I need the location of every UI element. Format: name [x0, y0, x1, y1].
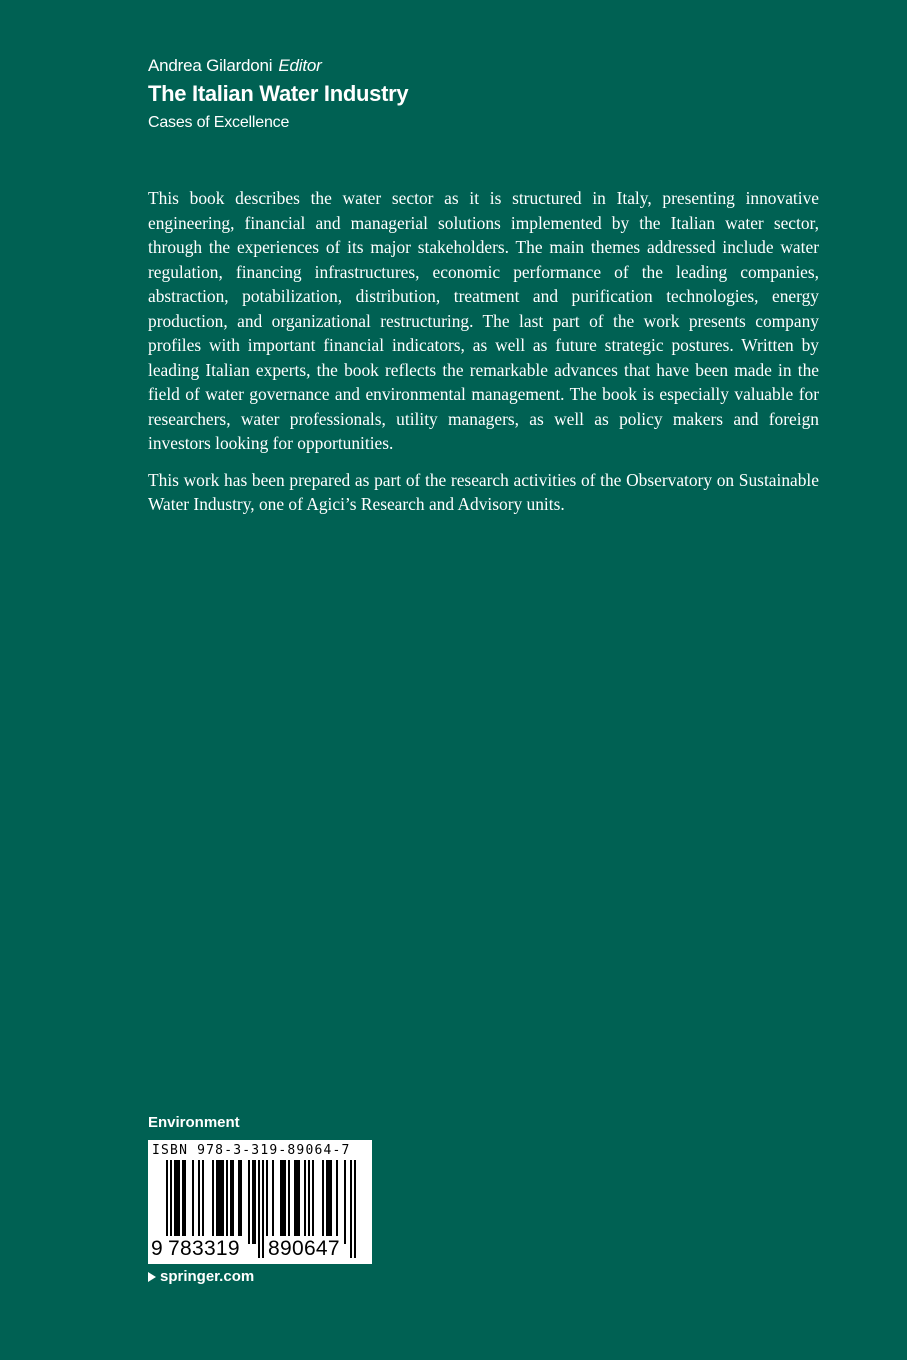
barcode-bar: [344, 1160, 346, 1244]
barcode-bar: [304, 1160, 306, 1244]
barcode-bar: [222, 1160, 224, 1244]
arrow-right-icon: [148, 1272, 156, 1282]
barcode-bar: [336, 1160, 338, 1244]
barcode-bar: [176, 1160, 178, 1244]
author-line: [148, 54, 828, 78]
book-description: [148, 186, 819, 529]
publisher-link[interactable]: [148, 1267, 254, 1287]
barcode-bar: [254, 1160, 256, 1244]
barcode-bar: [262, 1160, 264, 1258]
publisher-url: springer.com: [160, 1268, 255, 1285]
barcode-bar: [220, 1160, 222, 1244]
barcode-bar: [258, 1160, 260, 1258]
barcode-bar: [238, 1160, 240, 1244]
barcode-bar: [322, 1160, 324, 1244]
barcode-bar: [298, 1160, 300, 1244]
isbn-label: ISBN 978-3-319-89064-7: [152, 1143, 351, 1158]
barcode-bar: [288, 1160, 290, 1244]
barcode-bar: [212, 1160, 214, 1244]
barcode-bar: [272, 1160, 274, 1244]
barcode-bar: [216, 1160, 218, 1244]
description-paragraph-1: This book describes the water sector as it is structured in Italy, presenting innovative engineering, financial and managerial solutions implemented by the Italian water sector, through the experiences of its major stakeholders. The main themes addressed include water regulation, financing infrastructures, economic performance of the leading companies, abstraction, potabilization, distribution, treatment and purification technologies, energy production, and organizational restructuring. The last part of the work presents company profiles with important financial indicators, as well as future strategic postures. Written by leading Italian experts, the book reflects the remarkable advances that have been made in the field of water governance and environmental management. The book is especially valuable for researchers, water professionals, utility managers, as well as policy makers and foreign investors looking for opportunities.: [148, 188, 819, 453]
barcode-bar: [280, 1160, 282, 1244]
barcode-bar: [230, 1160, 232, 1244]
barcode-bar: [266, 1160, 268, 1244]
barcode-bar: [350, 1160, 352, 1258]
barcode-bar: [312, 1160, 314, 1244]
subject-category: Environment: [148, 1114, 240, 1131]
author-role: Editor: [278, 56, 322, 75]
barcode-bar: [294, 1160, 296, 1244]
barcode-bar: [182, 1160, 184, 1244]
cover-header: [148, 54, 828, 135]
barcode-bar: [184, 1160, 186, 1244]
book-title: The Italian Water Industry: [148, 81, 409, 106]
barcode-bar: [252, 1160, 254, 1244]
author-name: Andrea Gilardoni: [148, 56, 273, 75]
barcode-lead-digit: 9: [151, 1237, 163, 1260]
barcode-bar: [174, 1160, 176, 1244]
barcode-bar: [226, 1160, 228, 1244]
barcode-bar: [198, 1160, 200, 1244]
barcode-bar: [248, 1160, 250, 1244]
barcode-bar: [282, 1160, 284, 1244]
barcode-bar: [232, 1160, 234, 1244]
barcode-bar: [284, 1160, 286, 1244]
barcode-left-digits: 783319: [168, 1237, 240, 1260]
barcode-bar: [192, 1160, 194, 1244]
book-subtitle: Cases of Excellence: [148, 114, 290, 131]
barcode-bar: [218, 1160, 220, 1244]
barcode-right-digits: 890647: [268, 1237, 340, 1260]
barcode-bar: [296, 1160, 298, 1244]
barcode-bar: [240, 1160, 242, 1244]
barcode-bar: [178, 1160, 180, 1244]
barcode-bar: [326, 1160, 328, 1244]
barcode-bar: [202, 1160, 204, 1244]
isbn-barcode: [148, 1140, 372, 1264]
barcode-bar: [354, 1160, 356, 1258]
barcode-bar: [330, 1160, 332, 1244]
barcode-bar: [328, 1160, 330, 1244]
description-paragraph-2: This work has been prepared as part of the research activities of the Observatory on Sustainable Water Industry, one of Agici’s Research and Advisory units.: [148, 469, 819, 514]
barcode-bar: [308, 1160, 310, 1244]
